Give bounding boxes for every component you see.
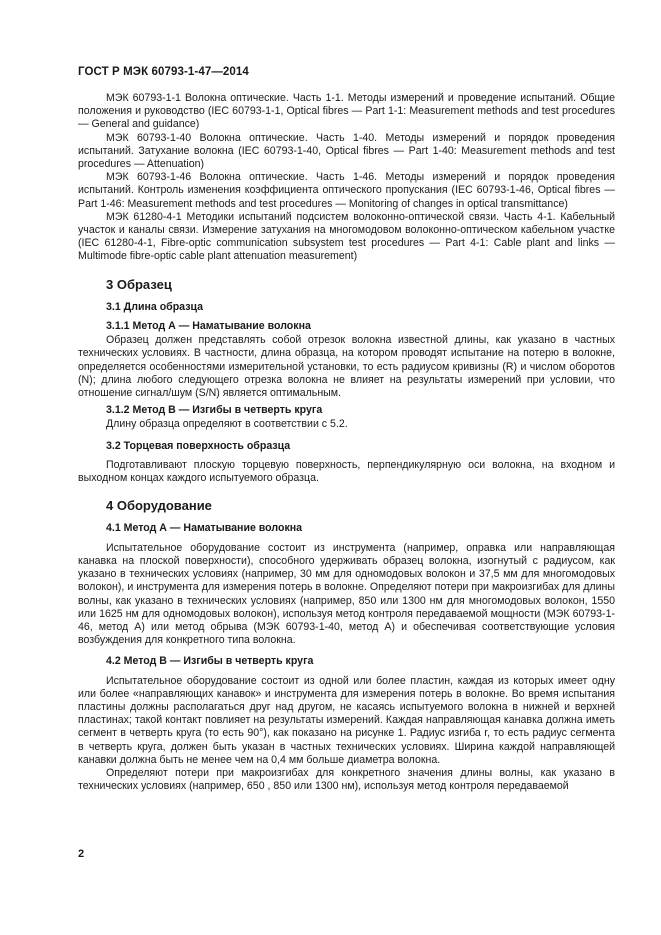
reference-iec-60793-1-40: МЭК 60793-1-40 Волокна оптические. Часть 1-40. Методы измерений и порядок проведения испытаний. Затухание волокна (IEC 60793-1-40, Optical fibres — Part 1-40: Measurement methods and test procedures — Attenuation): [78, 131, 615, 171]
reference-iec-60793-1-1: МЭК 60793-1-1 Волокна оптические. Часть 1-1. Методы измерений и проведение испытаний. Общие положения и руководство (IEC 60793-1-1, Optical fibres — Part 1-1: Measurement methods and test procedures — General and guidance): [78, 92, 615, 131]
section-3-1-2-text: Длину образца определяют в соответствии с 5.2.: [106, 418, 348, 431]
section-4-2-heading: 4.2 Метод В — Изгибы в четверть круга: [106, 655, 314, 668]
section-3-1-2-heading: 3.1.2 Метод В — Изгибы в четверть круга: [106, 404, 323, 417]
section-4-1-heading: 4.1 Метод А — Наматывание волокна: [106, 522, 303, 535]
section-4-heading: 4 Оборудование: [106, 498, 212, 514]
reference-iec-60793-1-46: МЭК 60793-1-46 Волокна оптические. Часть 1-46. Методы измерений и порядок проведения испытаний. Контроль изменения коэффициента оптического пропускания (IEC 60793-1-46, Optical fibres — Part 1-46: Measurement methods and test procedures — Monitoring of changes in optical transmittance): [78, 171, 615, 210]
reference-iec-61280-4-1: МЭК 61280-4-1 Методики испытаний подсистем волоконно-оптической связи. Часть 4-1. Кабельный участок и каналы связи. Измерение затухания на многомодовом волоконно-оптическом кабельном участке (IEC 61280-4-1, Fibre-optic communication subsystem test procedures — Part 4-1: Cable plant and links — Multimode fibre-optic cable plant attenuation measurement): [78, 210, 615, 263]
section-4-2-text-1: Испытательное оборудование состоит из одной или более пластин, каждая из которых имеет одну или более «направляющих канавок» и инструмента для измерения потерь в волокне. Во время испытания пластины должны располагаться друг над другом, не касаясь испытуемого волокна в нижней и верхней пластинах; такой контакт повлияет на результаты измерений. Каждая направляющая канавка должна иметь сегмент в четверть круга (то есть 90°), как показано на рисунке 1. Радиус изгиба r, то есть радиус сегмента в четверть круга, должен быть указан в частных технических условиях. Ширина каждой направляющей канавки должна быть не менее чем на 0,4 мм больше диаметра волокна.: [78, 674, 615, 766]
section-4-2-text-2: Определяют потери при макроизгибах для конкретного значения длины волны, как указано в технических условиях (например, 650 , 850 или 1300 нм), используя метод контроля передаваемой: [78, 766, 615, 793]
section-3-2-text: Подготавливают плоскую торцевую поверхность, перпендикулярную оси волокна, на входном и выходном концах каждого испытуемого образца.: [78, 458, 615, 485]
section-3-heading: 3 Образец: [106, 276, 172, 292]
section-3-1-1-text: Образец должен представлять собой отрезок волокна известной длины, как указано в частных технических условиях. В частности, длина образца, на котором проводят испытание на потерю в волокне, определяется особенностями измерительной установки, то есть радиусом кривизны (R) и числом оборотов (N); длина любого следующего отрезка волокна не влияет на результаты измерений при условии, что отношение сигнал/шум (S/N) является оптимальным.: [78, 334, 615, 400]
section-3-1-heading: 3.1 Длина образца: [106, 300, 203, 313]
section-3-1-1-heading: 3.1.1 Метод А — Наматывание волокна: [106, 320, 311, 333]
section-3-2-heading: 3.2 Торцевая поверхность образца: [106, 439, 291, 452]
page-number: 2: [78, 848, 85, 860]
document-body: [78, 92, 615, 793]
section-4-1-text: Испытательное оборудование состоит из инструмента (например, оправка или направляющая канавка на плоской поверхности), способного удерживать образец волокна, изогнутый с радиусом, как указано в технических условиях (например, 30 мм для одномодовых волокон и 37,5 мм для многомодовых волокон), и инструмента для измерения потерь в волокне. Определяют потери при макроизгибах для длины волны, как указано в технических условиях (например, 850 или 1300 нм для многомодовых волокон, 1550 или 1625 нм для одномодовых волокон), используя метод контроля передаваемой мощности (МЭК 60793-1-46, метод А) или метод обрыва (МЭК 60793-1-40, метод А) и обеспечивая соответствующие условия возбуждения для конкретного типа волокна.: [78, 541, 615, 647]
document-header: ГОСТ Р МЭК 60793-1-47—2014: [78, 66, 249, 78]
